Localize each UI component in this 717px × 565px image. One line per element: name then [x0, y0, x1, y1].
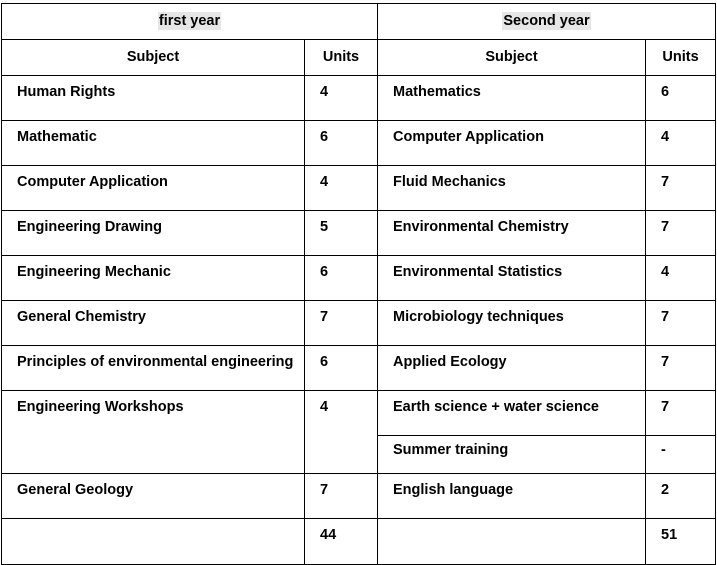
- first-year-subject: Engineering Workshops: [2, 391, 305, 474]
- second-year-subject: Environmental Statistics: [378, 256, 646, 301]
- first-year-units: 6: [305, 256, 378, 301]
- second-year-subject: English language: [378, 474, 646, 519]
- second-year-units: 7: [646, 166, 716, 211]
- first-year-subject: General Geology: [2, 474, 305, 519]
- first-year-subject: Computer Application: [2, 166, 305, 211]
- second-year-title: Second year: [503, 13, 590, 29]
- first-year-total: 44: [305, 519, 378, 565]
- second-year-units: -: [646, 436, 716, 474]
- first-year-subject: Engineering Drawing: [2, 211, 305, 256]
- first-year-header: [2, 4, 378, 40]
- second-year-units: 7: [646, 211, 716, 256]
- first-year-subject-header: Subject: [2, 40, 305, 76]
- first-year-units-header: Units: [305, 40, 378, 76]
- second-year-units: 4: [646, 256, 716, 301]
- second-year-subject: Environmental Chemistry: [378, 211, 646, 256]
- totals-row: [2, 519, 716, 565]
- table-row: [2, 76, 716, 121]
- second-year-total: 51: [646, 519, 716, 565]
- first-year-units: 4: [305, 391, 378, 474]
- first-year-units: 5: [305, 211, 378, 256]
- first-year-subject: Human Rights: [2, 76, 305, 121]
- column-header-row: [2, 40, 716, 76]
- first-year-subject: General Chemistry: [2, 301, 305, 346]
- first-year-units: 4: [305, 76, 378, 121]
- table-row: [2, 121, 716, 166]
- second-year-subject: Microbiology techniques: [378, 301, 646, 346]
- second-year-subject: Mathematics: [378, 76, 646, 121]
- table-row: [2, 301, 716, 346]
- first-year-units: 6: [305, 121, 378, 166]
- second-year-units: 7: [646, 346, 716, 391]
- second-year-units: 6: [646, 76, 716, 121]
- first-year-title: first year: [158, 13, 221, 29]
- table-row: [2, 166, 716, 211]
- first-year-subject: Engineering Mechanic: [2, 256, 305, 301]
- second-year-units: 7: [646, 391, 716, 436]
- second-year-units: 7: [646, 301, 716, 346]
- first-year-units: 7: [305, 474, 378, 519]
- year-header-row: [2, 4, 716, 40]
- first-year-units: 6: [305, 346, 378, 391]
- curriculum-table: [1, 3, 716, 565]
- second-year-header: [378, 4, 716, 40]
- first-year-subject: Principles of environmental engineering: [2, 346, 305, 391]
- second-year-units: 4: [646, 121, 716, 166]
- table-row: [2, 256, 716, 301]
- table-row: [2, 474, 716, 519]
- second-year-units: 2: [646, 474, 716, 519]
- first-year-total-label: [2, 519, 305, 565]
- first-year-subject: Mathematic: [2, 121, 305, 166]
- second-year-subject: Earth science + water science: [378, 391, 646, 436]
- second-year-subject-header: Subject: [378, 40, 646, 76]
- table-row: [2, 346, 716, 391]
- second-year-subject: Computer Application: [378, 121, 646, 166]
- table-row: [2, 391, 716, 436]
- second-year-subject: Applied Ecology: [378, 346, 646, 391]
- first-year-units: 7: [305, 301, 378, 346]
- second-year-subject: Summer training: [378, 436, 646, 474]
- second-year-total-label: [378, 519, 646, 565]
- first-year-units: 4: [305, 166, 378, 211]
- table-row: [2, 211, 716, 256]
- second-year-units-header: Units: [646, 40, 716, 76]
- second-year-subject: Fluid Mechanics: [378, 166, 646, 211]
